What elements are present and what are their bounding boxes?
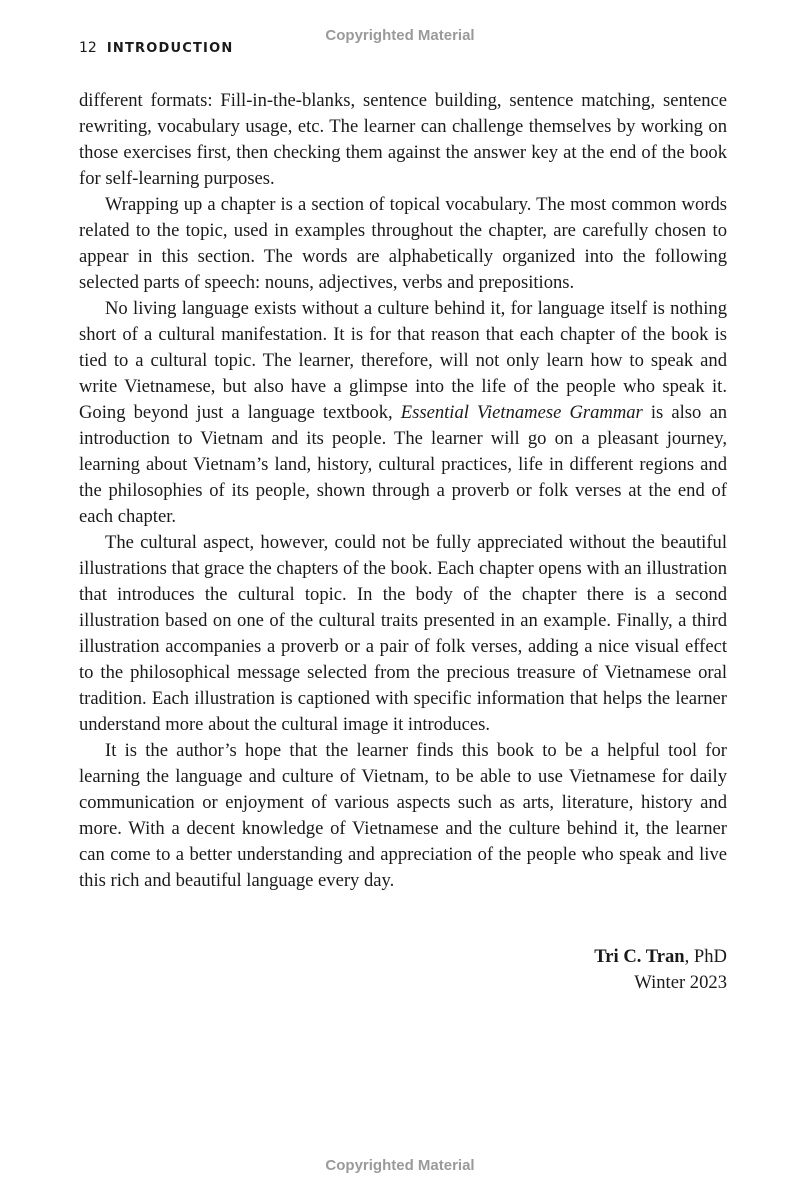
author-signature — [594, 944, 727, 996]
paragraph-3 — [79, 296, 727, 530]
author-name: Tri C. Tran — [594, 946, 685, 967]
paragraph-5: It is the author’s hope that the learner finds this book to be a helpful tool for learning the language and culture of Vietnam, to be able to use Vietnamese for daily communication or enjoyment of various aspects such as arts, literature, history and more. With a decent knowledge of Vietnamese and the culture behind it, the learner can come to a better understanding and appreciation of the people who speak and live this rich and beautiful language every day. — [79, 740, 727, 891]
paragraph-2: Wrapping up a chapter is a section of topical vocabulary. The most common words related to the topic, used in examples throughout the chapter, are carefully chosen to appear in this section. The words are alphabetically organized into the following selected parts of speech: nouns, adjectives, verbs and prepositions. — [79, 194, 727, 293]
paragraph-3-text-after: is also an introduction to Vietnam and its people. The learner will go on a pleasant journey, learning about Vietnam’s land, history, cultural practices, life in different regions and the philosophies of its people, shown through a proverb or folk verses at the end of each chapter. — [79, 402, 727, 527]
paragraph-4: The cultural aspect, however, could not be fully appreciated without the beautiful illustrations that grace the chapters of the book. Each chapter opens with an illustration that introduces the cultural topic. In the body of the chapter there is a second illustration based on one of the cultural traits presented in an example. Finally, a third illustration accompanies a proverb or a pair of folk verses, adding a nice visual effect to the philosophical message selected from the precious treasure of Vietnamese oral tradition. Each illustration is captioned with specific information that helps the learner understand more about the cultural image it introduces. — [79, 532, 727, 735]
paragraph-1: different formats: Fill-in-the-blanks, sentence building, sentence matching, sentence rewriting, vocabulary usage, etc. The learner can challenge themselves by working on those exercises first, then checking them against the answer key at the end of the book for self-learning purposes. — [79, 90, 727, 189]
signature-date: Winter 2023 — [634, 972, 727, 993]
paragraph-3-text-before: No living language exists without a culture behind it, for language itself is nothing short of a cultural manifestation. It is for that reason that each chapter of the book is tied to a cultural topic. The learner, therefore, will not only learn how to speak and write Vietnamese, but also have a glimpse into the life of the people who speak it. Going beyond just a language textbook, — [79, 298, 727, 423]
body-text — [79, 88, 727, 894]
watermark-bottom: Copyrighted Material — [325, 1157, 475, 1174]
book-title: Essential Vietnamese Grammar — [400, 402, 643, 423]
section-title: INTRODUCTION — [106, 41, 234, 56]
running-head — [79, 40, 233, 56]
page-number: 12 — [79, 40, 97, 56]
author-credential: , PhD — [684, 946, 727, 967]
watermark-top: Copyrighted Material — [325, 27, 475, 44]
author-line — [594, 944, 727, 970]
